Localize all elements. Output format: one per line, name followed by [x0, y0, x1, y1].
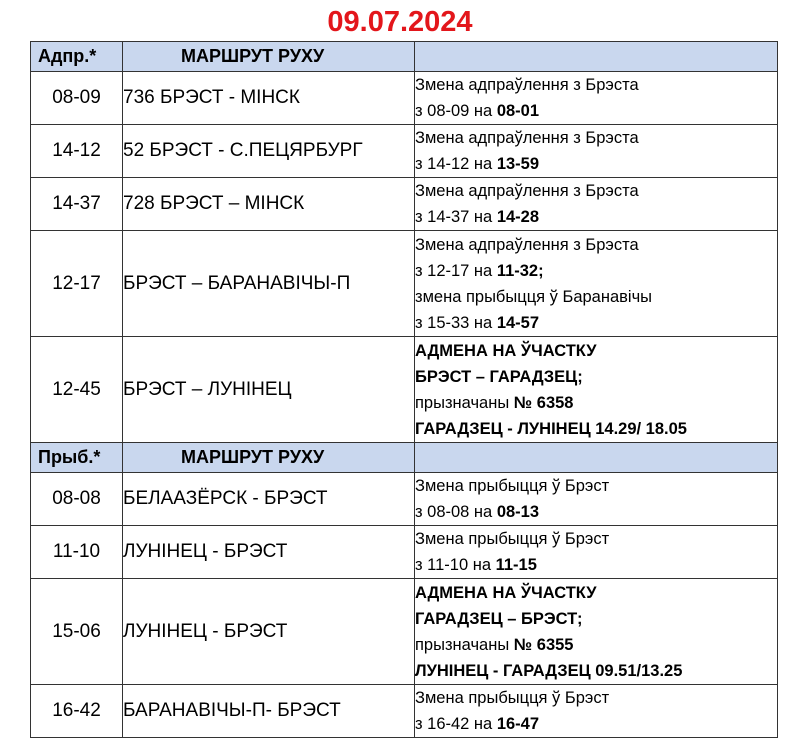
note-line: [415, 473, 777, 499]
departures-time-header: Адпр.*: [31, 42, 123, 72]
note-line: [415, 552, 777, 578]
note-segment: Змена прыбыцця ў Брэст: [415, 477, 610, 495]
route-cell: БРЭСТ – ЛУНІНЕЦ: [123, 337, 415, 443]
note-segment: ГАРАДЗЕЦ - ЛУНІНЕЦ 14.29/ 18.05: [415, 419, 687, 438]
note-segment: Змена адпраўлення з Брэста: [415, 235, 639, 254]
note-line: [415, 72, 777, 98]
note-line: [415, 685, 777, 711]
note-segment: прызначаны: [415, 635, 514, 654]
note-cell: [415, 125, 778, 178]
time-cell: 15-06: [31, 579, 123, 685]
arrivals-time-header: Прыб.*: [31, 443, 123, 473]
page-title: 09.07.2024: [327, 6, 473, 38]
route-cell: 728 БРЭСТ – МІНСК: [123, 178, 415, 231]
time-cell: 11-10: [31, 526, 123, 579]
note-line: [415, 632, 777, 658]
note-cell: [415, 178, 778, 231]
note-line: [415, 258, 777, 284]
note-segment: ЛУНІНЕЦ - ГАРАДЗЕЦ 09.51/13.25: [415, 661, 683, 680]
route-cell: ЛУНІНЕЦ - БРЭСТ: [123, 579, 415, 685]
note-segment: АДМЕНА НА ЎЧАСТКУ: [415, 583, 597, 602]
note-cell: [415, 337, 778, 443]
arrival-row: [31, 473, 778, 526]
note-segment: Змена адпраўлення з Брэста: [415, 76, 639, 94]
departure-row: [31, 231, 778, 337]
note-segment: з 11-10 на: [415, 556, 496, 574]
note-cell: [415, 231, 778, 337]
note-segment: 08-01: [496, 102, 540, 120]
note-segment: ГАРАДЗЕЦ – БРЭСТ;: [415, 609, 583, 628]
note-cell: [415, 72, 778, 125]
note-segment: 11-15: [495, 556, 537, 574]
note-line: [415, 580, 777, 606]
note-segment: Змена прыбыцця ў Брэст: [415, 530, 610, 548]
note-line: [415, 125, 777, 151]
note-segment: № 6355: [513, 635, 574, 654]
route-cell: БЕЛААЗЁРСК - БРЭСТ: [123, 473, 415, 526]
note-segment: 16-47: [496, 715, 540, 733]
arrival-row: [31, 579, 778, 685]
note-cell: [415, 526, 778, 579]
note-line: [415, 284, 777, 310]
note-line: [415, 606, 777, 632]
note-segment: з 14-12 на: [415, 155, 497, 173]
time-cell: 12-45: [31, 337, 123, 443]
note-segment: Змена адпраўлення з Брэста: [415, 129, 639, 147]
note-segment: 14-28: [496, 208, 540, 226]
note-line: [415, 98, 777, 124]
departure-row: [31, 125, 778, 178]
route-cell: ЛУНІНЕЦ - БРЭСТ: [123, 526, 415, 579]
note-cell: [415, 685, 778, 738]
note-line: [415, 711, 777, 737]
arrival-row: [31, 526, 778, 579]
departure-row: [31, 72, 778, 125]
arrivals-note-header: [415, 443, 778, 473]
note-line: [415, 390, 777, 416]
note-segment: з 16-42 на: [415, 715, 497, 733]
route-cell: БРЭСТ – БАРАНАВІЧЫ-П: [123, 231, 415, 337]
note-segment: Змена прыбыцця ў Брэст: [415, 689, 610, 707]
note-cell: [415, 579, 778, 685]
note-segment: з 08-08 на: [415, 503, 497, 521]
note-cell: [415, 473, 778, 526]
note-segment: прызначаны: [415, 393, 514, 412]
note-line: [415, 526, 777, 552]
note-segment: з 12-17 на: [415, 261, 497, 280]
note-line: [415, 658, 777, 684]
note-segment: 13-59: [496, 155, 540, 173]
note-segment: з 14-37 на: [415, 208, 497, 226]
note-line: [415, 232, 777, 258]
departures-route-header: МАРШРУТ РУХУ: [123, 42, 415, 72]
time-cell: 14-37: [31, 178, 123, 231]
note-line: [415, 364, 777, 390]
route-cell: 52 БРЭСТ - С.ПЕЦЯРБУРГ: [123, 125, 415, 178]
note-segment: 11-32;: [496, 261, 544, 280]
note-line: [415, 151, 777, 177]
arrivals-header: [31, 443, 778, 473]
note-line: [415, 499, 777, 525]
note-segment: з 08-09 на: [415, 102, 497, 120]
note-line: [415, 416, 777, 442]
time-cell: 14-12: [31, 125, 123, 178]
arrival-row: [31, 685, 778, 738]
time-cell: 16-42: [31, 685, 123, 738]
note-segment: Змена адпраўлення з Брэста: [415, 182, 639, 200]
schedule-body: [31, 42, 778, 738]
route-cell: 736 БРЭСТ - МІНСК: [123, 72, 415, 125]
time-cell: 08-08: [31, 473, 123, 526]
note-segment: з 15-33 на: [415, 313, 497, 332]
schedule-table: [30, 41, 778, 738]
note-line: [415, 204, 777, 230]
arrivals-route-header: МАРШРУТ РУХУ: [123, 443, 415, 473]
note-line: [415, 338, 777, 364]
note-line: [415, 178, 777, 204]
time-cell: 12-17: [31, 231, 123, 337]
note-line: [415, 310, 777, 336]
time-cell: 08-09: [31, 72, 123, 125]
note-segment: 08-13: [496, 503, 540, 521]
departure-row: [31, 178, 778, 231]
route-cell: БАРАНАВІЧЫ-П- БРЭСТ: [123, 685, 415, 738]
departures-header: [31, 42, 778, 72]
departure-row: [31, 337, 778, 443]
departures-note-header: [415, 42, 778, 72]
note-segment: змена прыбыцця ў Баранавічы: [415, 287, 653, 306]
note-segment: 14-57: [496, 313, 540, 332]
note-segment: № 6358: [513, 393, 574, 412]
note-segment: БРЭСТ – ГАРАДЗЕЦ;: [415, 367, 583, 386]
note-segment: АДМЕНА НА ЎЧАСТКУ: [415, 341, 597, 360]
